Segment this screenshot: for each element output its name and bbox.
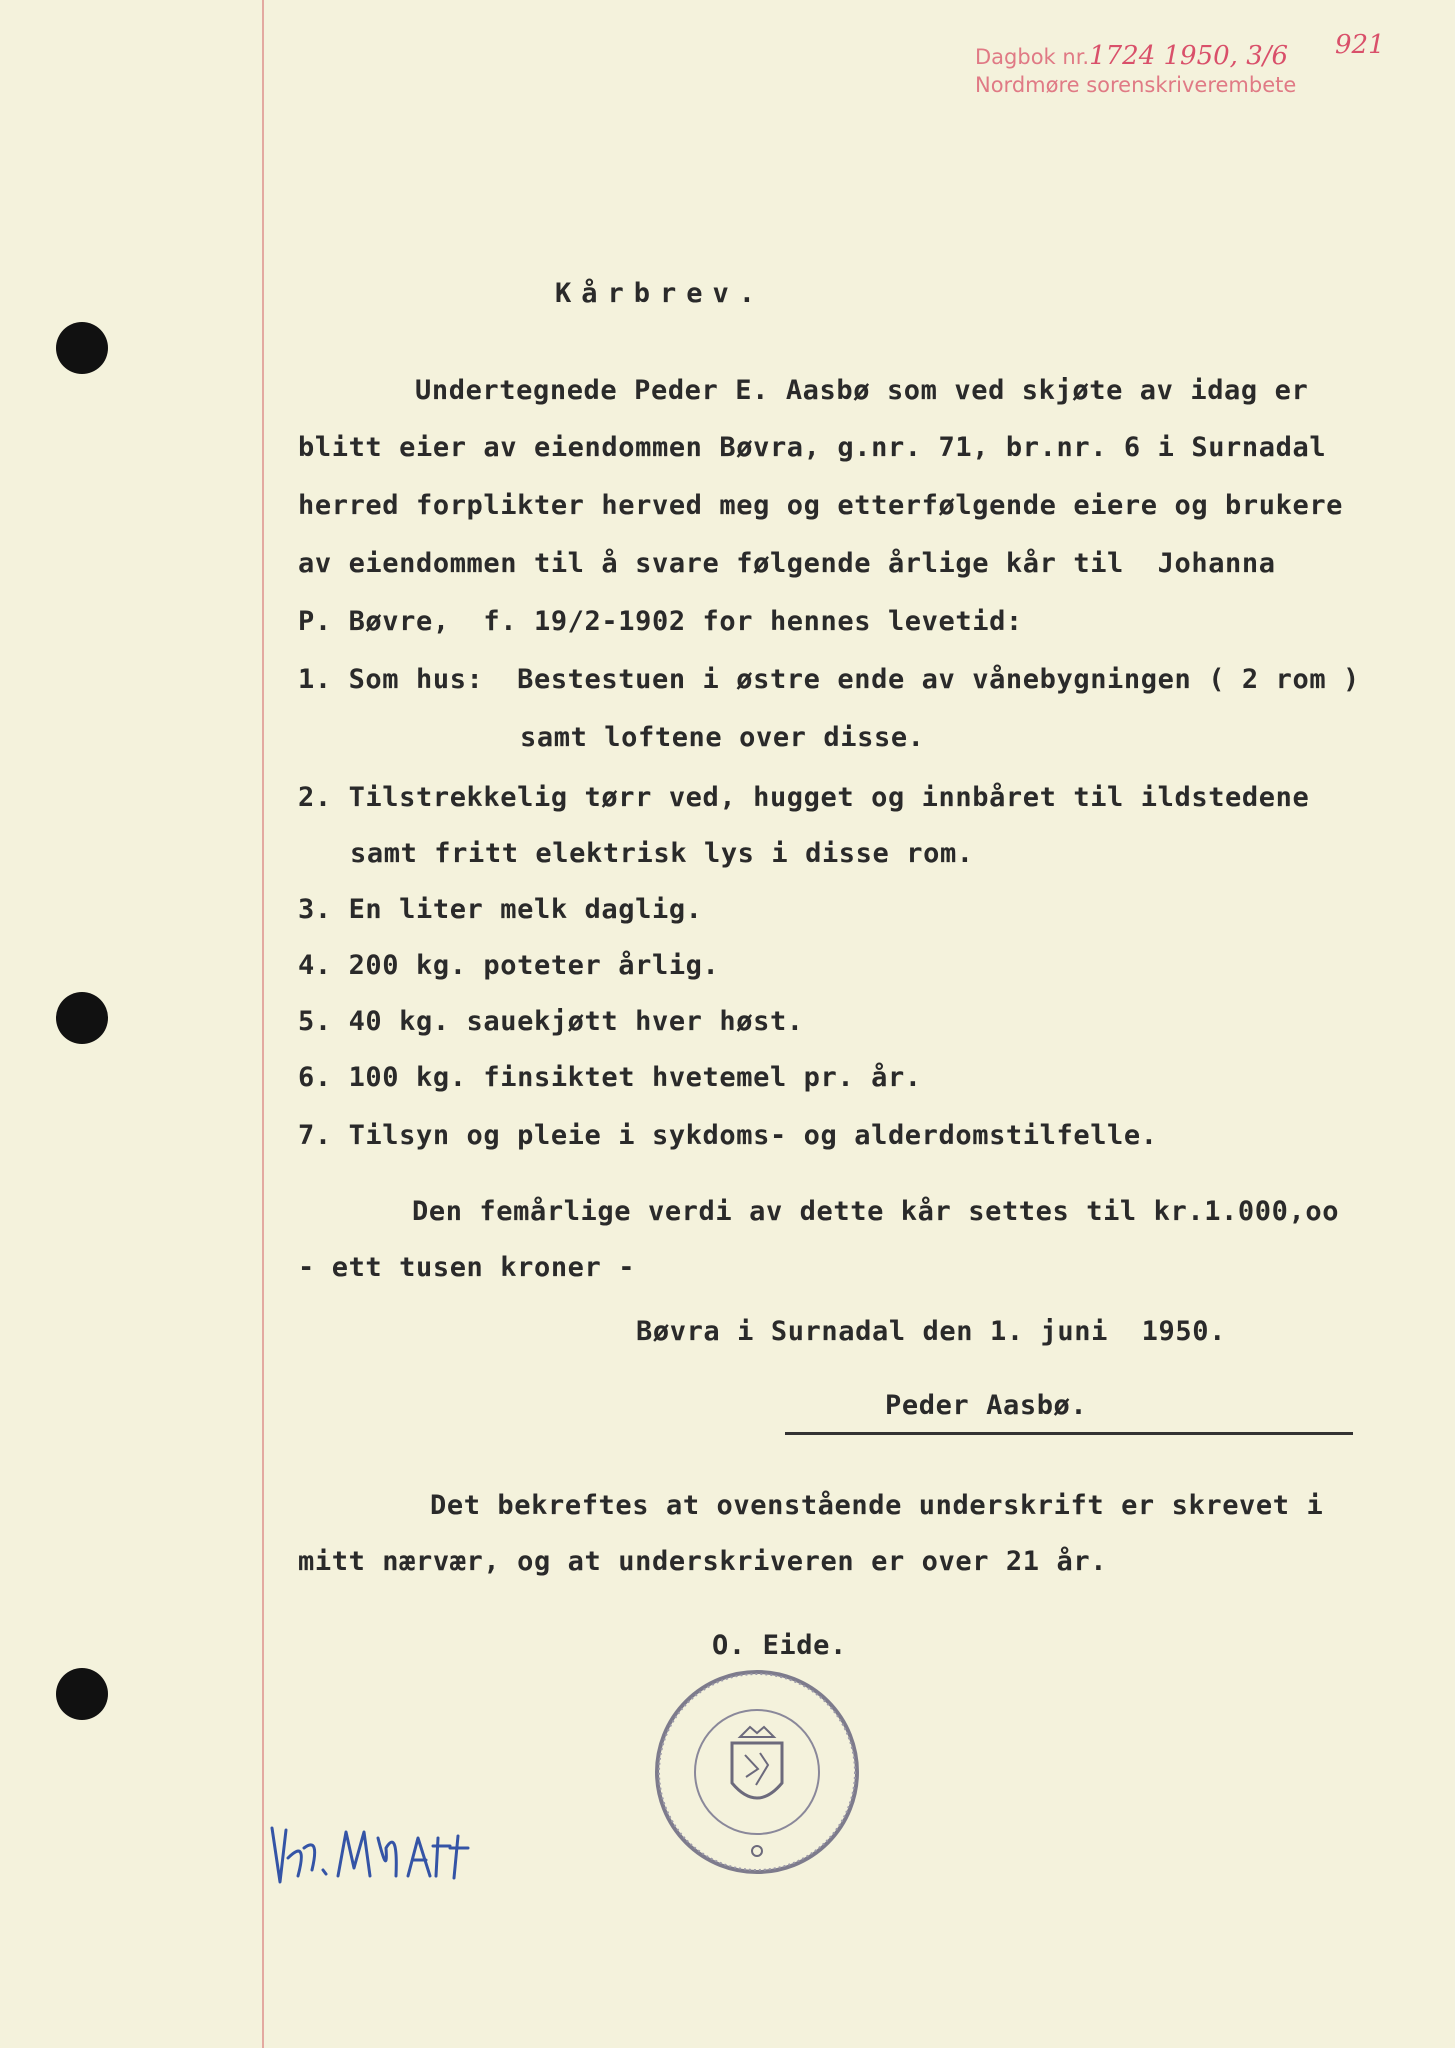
list-item: 6. 100 kg. finsiktet hvetemel pr. år. <box>298 1062 922 1093</box>
registry-stamp <box>975 42 1296 99</box>
body-line: blitt eier av eiendommen Bøvra, g.nr. 71, br.nr. 6 i Surnadal <box>298 432 1327 463</box>
body-line: P. Bøvre, f. 19/2-1902 for hennes levetid: <box>298 606 1023 637</box>
page-number: 921 <box>1335 30 1385 60</box>
document-title: Kårbrev. <box>555 278 766 309</box>
margin-line <box>262 0 264 2048</box>
punch-hole <box>56 322 108 374</box>
list-item: 3. En liter melk daglig. <box>298 894 703 925</box>
stamp-label: Dagbok nr. <box>975 45 1090 69</box>
official-seal <box>650 1665 865 1880</box>
list-item: 7. Tilsyn og pleie i sykdoms- og alderdomstilfelle. <box>298 1120 1158 1151</box>
body-line: Undertegnede Peder E. Aasbø som ved skjøte av idag er <box>415 375 1309 406</box>
value-line: Den femårlige verdi av dette kår settes til kr.1.000,oo <box>412 1196 1340 1227</box>
stamp-handwritten-number: 1724 1950, 3/6 <box>1089 41 1289 71</box>
list-item: 5. 40 kg. sauekjøtt hver høst. <box>298 1006 804 1037</box>
certify-line: mitt nærvær, og at underskriveren er over 21 år. <box>298 1546 1108 1577</box>
place-date: Bøvra i Surnadal den 1. juni 1950. <box>636 1316 1226 1347</box>
list-item: 1. Som hus: Bestestuen i østre ende av vånebygningen ( 2 rom ) <box>298 664 1360 695</box>
punch-hole <box>56 1668 108 1720</box>
list-item: samt fritt elektrisk lys i disse rom. <box>350 838 974 869</box>
signature-name: O. Eide. <box>712 1630 847 1661</box>
signature-rule <box>785 1432 1353 1435</box>
stamp-office: Nordmøre sorenskriverembete <box>975 73 1297 97</box>
list-item: samt loftene over disse. <box>520 722 925 753</box>
signature-name: Peder Aasbø. <box>885 1390 1088 1421</box>
certify-line: Det bekreftes at ovenstående underskrift er skrevet i <box>430 1490 1324 1521</box>
value-line: - ett tusen kroner - <box>298 1252 636 1283</box>
handwritten-note <box>268 1818 538 1888</box>
body-line: av eiendommen til å svare følgende årlige kår til Johanna <box>298 548 1276 579</box>
list-item: 4. 200 kg. poteter årlig. <box>298 950 720 981</box>
punch-hole <box>56 992 108 1044</box>
list-item: 2. Tilstrekkelig tørr ved, hugget og innbåret til ildstedene <box>298 782 1310 813</box>
body-line: herred forplikter herved meg og etterfølgende eiere og brukere <box>298 490 1344 521</box>
